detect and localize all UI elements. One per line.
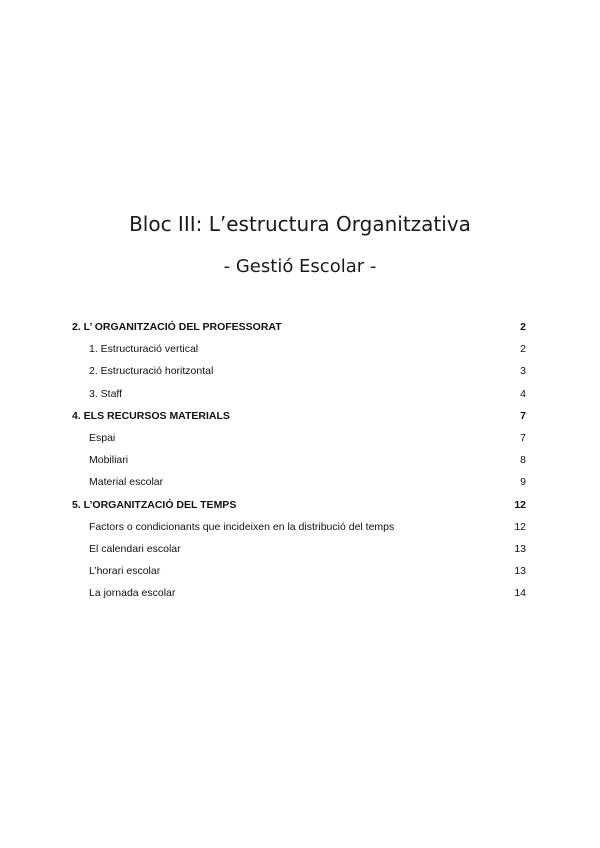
toc-entry-espai[interactable] bbox=[72, 427, 528, 449]
toc-entry-label: 4. ELS RECURSOS MATERIALS bbox=[72, 409, 230, 422]
toc-entry-jornada-escolar[interactable] bbox=[72, 582, 528, 604]
toc-entry-organitzacio-professorat[interactable] bbox=[72, 316, 528, 338]
toc-entry-recursos-materials[interactable] bbox=[72, 405, 528, 427]
toc-entry-staff[interactable] bbox=[72, 383, 528, 405]
toc-entry-label: La jornada escolar bbox=[89, 587, 176, 600]
toc-entry-label: 5. L’ORGANITZACIÓ DEL TEMPS bbox=[72, 498, 237, 511]
toc-entry-page: 2 bbox=[520, 321, 526, 334]
toc-entry-page: 12 bbox=[514, 498, 526, 511]
toc-entry-page: 3 bbox=[520, 365, 526, 378]
document-subtitle: - Gestió Escolar - bbox=[223, 256, 377, 277]
toc-entry-label: El calendari escolar bbox=[89, 542, 181, 555]
toc-entry-page: 14 bbox=[514, 587, 526, 600]
toc-entry-label: Material escolar bbox=[89, 476, 164, 489]
toc-entry-mobiliari[interactable] bbox=[72, 449, 528, 471]
toc-entry-page: 13 bbox=[514, 542, 526, 555]
toc-entry-label: Espai bbox=[89, 432, 116, 445]
document-title: Bloc III: L’estructura Organitzativa bbox=[129, 212, 471, 236]
toc-entry-calendari-escolar[interactable] bbox=[72, 538, 528, 560]
toc-entry-page: 2 bbox=[520, 343, 526, 356]
toc-entry-organitzacio-temps[interactable] bbox=[72, 494, 528, 516]
toc-entry-estructuracio-horitzontal[interactable] bbox=[72, 360, 528, 382]
toc-entry-page: 13 bbox=[514, 565, 526, 578]
toc-entry-horari-escolar[interactable] bbox=[72, 560, 528, 582]
table-of-contents bbox=[72, 316, 528, 604]
toc-entry-page: 7 bbox=[520, 409, 526, 422]
toc-entry-label: 1. Estructuració vertical bbox=[89, 343, 199, 356]
toc-entry-page: 8 bbox=[520, 454, 526, 467]
toc-entry-label: 2. Estructuració horitzontal bbox=[89, 365, 214, 378]
toc-entry-page: 4 bbox=[520, 387, 526, 400]
toc-entry-label: 3. Staff bbox=[89, 387, 123, 400]
toc-entry-label: 2. L’ ORGANITZACIÓ DEL PROFESSORAT bbox=[72, 321, 282, 334]
toc-entry-label: L’horari escolar bbox=[89, 565, 161, 578]
toc-entry-label: Mobiliari bbox=[89, 454, 129, 467]
toc-entry-page: 7 bbox=[520, 432, 526, 445]
toc-entry-page: 9 bbox=[520, 476, 526, 489]
toc-entry-factors-condicionants[interactable] bbox=[72, 516, 528, 538]
toc-entry-material-escolar[interactable] bbox=[72, 471, 528, 493]
toc-entry-label: Factors o condicionants que incideixen en la distribució del temps bbox=[89, 520, 395, 533]
toc-entry-page: 12 bbox=[514, 520, 526, 533]
toc-entry-estructuracio-vertical[interactable] bbox=[72, 338, 528, 360]
